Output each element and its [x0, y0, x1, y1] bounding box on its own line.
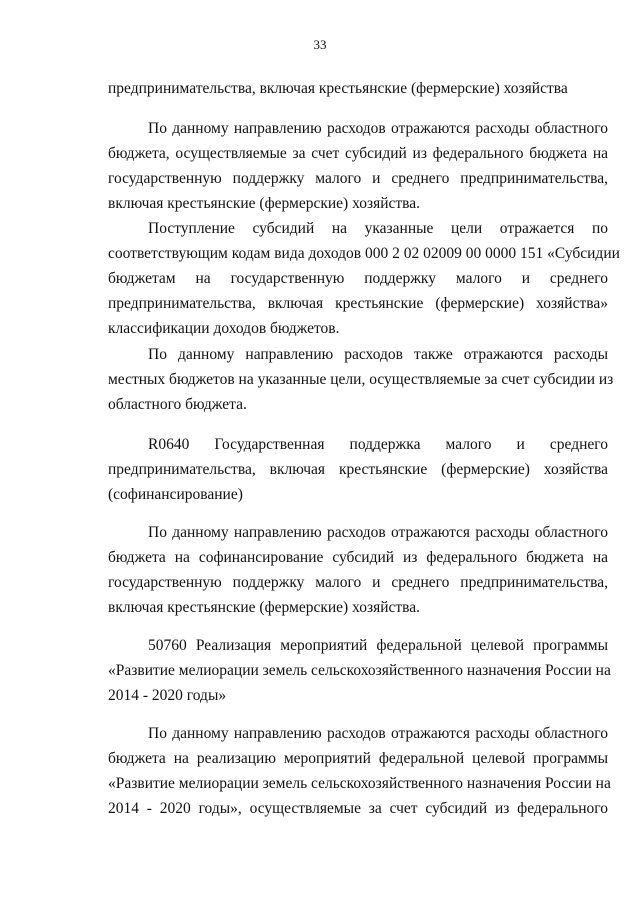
- text-line: предпринимательства, включая крестьянские (фермерские) хозяйства»: [108, 295, 608, 312]
- text-line: включая крестьянские (фермерские) хозяйства.: [108, 195, 421, 212]
- section-heading-line: 2014 - 2020 годы»: [108, 687, 227, 704]
- text-line: местных бюджетов на указанные цели, осуществляемые за счет субсидии из: [108, 371, 614, 388]
- page-number: 33: [313, 37, 327, 52]
- text-line: соответствующим кодам вида доходов 000 2 02 02009 00 0000 151 «Субсидии: [108, 245, 620, 262]
- text-line: включая крестьянские (фермерские) хозяйства.: [108, 599, 421, 616]
- text-line: государственную поддержку малого и среднего предпринимательства,: [108, 170, 608, 187]
- text-line: 2014 - 2020 годы», осуществляемые за счет субсидий из федерального: [108, 800, 608, 817]
- text-line: классификации доходов бюджетов.: [108, 320, 340, 337]
- text-line: По данному направлению расходов также отражаются расходы: [148, 346, 608, 363]
- text-line: По данному направлению расходов отражаются расходы областного: [148, 120, 608, 137]
- section-heading-line: 50760 Реализация мероприятий федеральной целевой программы: [148, 637, 608, 654]
- text-line: бюджета, осуществляемые за счет субсидий из федерального бюджета на: [108, 145, 608, 162]
- text-line: По данному направлению расходов отражаются расходы областного: [148, 725, 608, 742]
- text-line: областного бюджета.: [108, 396, 247, 413]
- text-line: «Развитие мелиорации земель сельскохозяйственного назначения России на: [108, 775, 611, 792]
- text-line: бюджета на реализацию мероприятий федеральной целевой программы: [108, 750, 608, 767]
- text-line: Поступление субсидий на указанные цели отражается по: [148, 220, 608, 237]
- section-heading-line: (софинансирование): [108, 486, 243, 503]
- text-line: бюджета на софинансирование субсидий из федерального бюджета на: [108, 549, 608, 566]
- text-line: бюджетам на государственную поддержку малого и среднего: [108, 270, 608, 287]
- section-heading-line: R0640 Государственная поддержка малого и среднего: [148, 436, 608, 453]
- section-heading-line: предпринимательства, включая крестьянские (фермерские) хозяйства: [108, 461, 608, 478]
- text-line: предпринимательства, включая крестьянские (фермерские) хозяйства: [108, 80, 568, 97]
- section-heading-line: «Развитие мелиорации земель сельскохозяйственного назначения России на: [108, 662, 611, 679]
- text-line: По данному направлению расходов отражаются расходы областного: [148, 524, 608, 541]
- text-line: государственную поддержку малого и среднего предпринимательства,: [108, 574, 608, 591]
